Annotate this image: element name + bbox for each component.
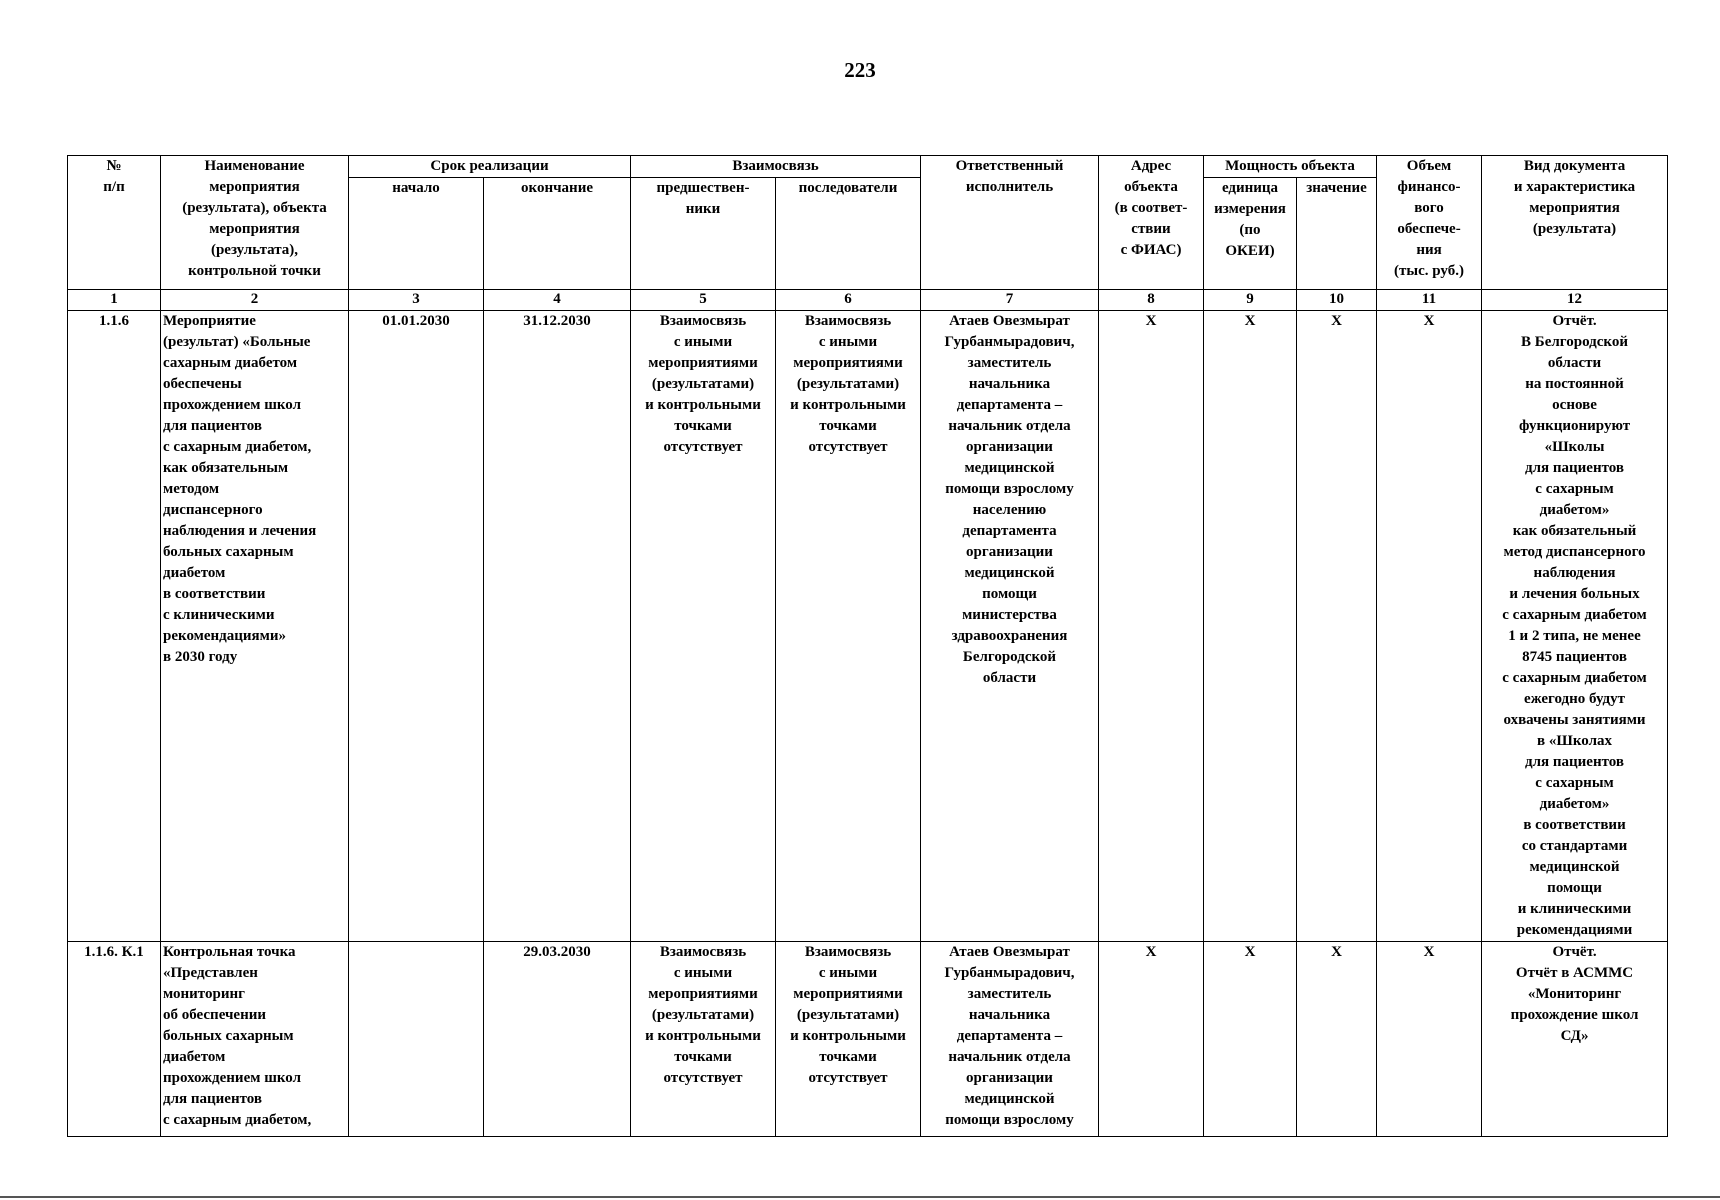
table-row — [68, 942, 1668, 1137]
column-number: 6 — [776, 290, 921, 311]
column-number: 5 — [631, 290, 776, 311]
column-number: 10 — [1297, 290, 1377, 311]
column-number: 8 — [1099, 290, 1204, 311]
row-name: Мероприятие (результат) «Больные сахарным диабетом обеспечены прохождением школ для пациентов с сахарным диабетом, как обязательным методом диспансерного наблюдения и лечения больных сахарным диабетом в соответствии с клиническими рекомендациями» в 2030 году — [161, 311, 349, 942]
row-num: 1.1.6 — [68, 311, 161, 942]
header-responsible: Ответственный исполнитель — [921, 156, 1099, 290]
row-num: 1.1.6. К.1 — [68, 942, 161, 1137]
column-number: 9 — [1204, 290, 1297, 311]
column-number: 2 — [161, 290, 349, 311]
header-finance: Объем финансо- вого обеспече- ния (тыс. руб.) — [1377, 156, 1482, 290]
row-end: 31.12.2030 — [484, 311, 631, 942]
row-responsible: Атаев Овезмырат Гурбанмырадович, заместитель начальника департамента – начальник отдела организации медицинской помощи взрослому — [921, 942, 1099, 1137]
row-responsible: Атаев Овезмырат Гурбанмырадович, заместитель начальника департамента – начальник отдела организации медицинской помощи взрослому населению департамента организации медицинской помощи министерства здравоохранения Белгородской области — [921, 311, 1099, 942]
header-predecessors: предшествен- ники — [631, 178, 776, 290]
row-start: 01.01.2030 — [349, 311, 484, 942]
header-term: Срок реализации — [349, 156, 631, 178]
row-successors: Взаимосвязь с иными мероприятиями (результатами) и контрольными точками отсутствует — [776, 311, 921, 942]
row-value: X — [1297, 942, 1377, 1137]
page-number: 223 — [844, 58, 876, 82]
column-number: 7 — [921, 290, 1099, 311]
column-number: 12 — [1482, 290, 1668, 311]
header-value: значение — [1297, 178, 1377, 290]
header-end: окончание — [484, 178, 631, 290]
row-predecessors: Взаимосвязь с иными мероприятиями (результатами) и контрольными точками отсутствует — [631, 942, 776, 1137]
row-finance: X — [1377, 942, 1482, 1137]
row-end: 29.03.2030 — [484, 942, 631, 1137]
header-num: № п/п — [68, 156, 161, 290]
row-doc-type: Отчёт. Отчёт в АСММС «Мониторинг прохождение школ СД» — [1482, 942, 1668, 1137]
header-start: начало — [349, 178, 484, 290]
row-value: X — [1297, 311, 1377, 942]
row-predecessors: Взаимосвязь с иными мероприятиями (результатами) и контрольными точками отсутствует — [631, 311, 776, 942]
header-capacity: Мощность объекта — [1204, 156, 1377, 178]
header-successors: последователи — [776, 178, 921, 290]
row-doc-type: Отчёт. В Белгородской области на постоянной основе функционируют «Школы для пациентов с сахарным диабетом» как обязательный метод диспансерного наблюдения и лечения больных с сахарным диабетом 1 и 2 типа, не менее 8745 пациентов с сахарным диабетом ежегодно будут охвачены занятиями в «Школах для пациентов с сахарным диабетом» в соответствии со стандартами медицинской помощи и клиническими рекомендациями — [1482, 311, 1668, 942]
column-numbers-row — [68, 290, 1668, 311]
column-number: 1 — [68, 290, 161, 311]
column-number: 3 — [349, 290, 484, 311]
row-successors: Взаимосвязь с иными мероприятиями (результатами) и контрольными точками отсутствует — [776, 942, 921, 1137]
column-number: 4 — [484, 290, 631, 311]
row-address: X — [1099, 942, 1204, 1137]
table-row — [68, 311, 1668, 942]
row-start — [349, 942, 484, 1137]
header-address: Адрес объекта (в соответ- ствии с ФИАС) — [1099, 156, 1204, 290]
page-bottom-edge — [0, 1196, 1720, 1198]
row-name: Контрольная точка «Представлен мониторинг об обеспечении больных сахарным диабетом прохождением школ для пациентов с сахарным диабетом, — [161, 942, 349, 1137]
header-relation: Взаимосвязь — [631, 156, 921, 178]
events-table — [67, 155, 1668, 1137]
table-header — [68, 156, 1668, 290]
row-finance: X — [1377, 311, 1482, 942]
header-doc-type: Вид документа и характеристика мероприятия (результата) — [1482, 156, 1668, 290]
header-unit: единица измерения (по ОКЕИ) — [1204, 178, 1297, 290]
header-name: Наименование мероприятия (результата), объекта мероприятия (результата), контрольной точки — [161, 156, 349, 290]
row-unit: X — [1204, 311, 1297, 942]
column-number: 11 — [1377, 290, 1482, 311]
row-unit: X — [1204, 942, 1297, 1137]
row-address: X — [1099, 311, 1204, 942]
